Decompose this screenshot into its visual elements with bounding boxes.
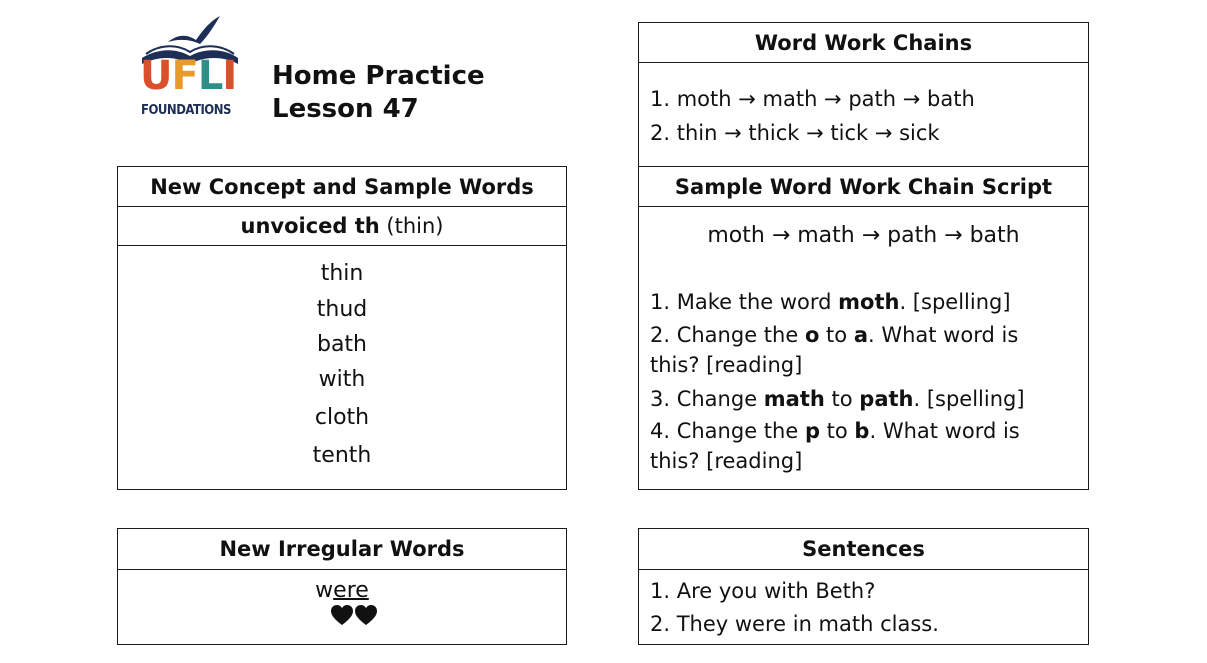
step-word: path (859, 387, 914, 411)
logo-letter-i: I (222, 53, 237, 99)
step-text: 4. Change the (650, 419, 805, 443)
step-text: to (824, 387, 860, 411)
script-step (650, 322, 1018, 348)
sample-word: with (318, 367, 366, 392)
logo-letter-u: U (140, 53, 172, 99)
chain-script-box (638, 166, 1089, 490)
title-line-1: Home Practice (272, 61, 485, 91)
irregular-words-heading: New Irregular Words (118, 529, 566, 570)
chain-item: 1. moth → math → path → bath (650, 87, 975, 111)
page-title (272, 60, 485, 126)
step-letter: p (804, 419, 820, 443)
sentence-item: 2. They were in math class. (650, 612, 939, 636)
heart-icons (330, 604, 378, 626)
irregular-word-regular-part: w (315, 578, 334, 603)
script-step (650, 386, 1025, 412)
script-step-continued (650, 352, 802, 378)
sample-word: thud (316, 297, 368, 322)
irregular-word-tricky-part: ere (333, 578, 369, 603)
step-letter: o (804, 323, 820, 347)
ufli-logo (138, 14, 242, 124)
step-text: 3. Change (650, 387, 764, 411)
irregular-words-box (117, 528, 567, 645)
step-letter: b (854, 419, 870, 443)
step-text: this? [reading] (650, 353, 803, 377)
sample-word: cloth (314, 405, 370, 430)
logo-subtitle: FOUNDATIONS (141, 103, 231, 118)
logo-letter-f: F (171, 53, 198, 99)
step-text: 1. Make the word (650, 290, 839, 314)
step-word: moth (838, 290, 900, 314)
logo-letters (140, 54, 236, 98)
step-text: this? [reading] (650, 449, 803, 473)
step-text: . [spelling] (913, 387, 1025, 411)
step-letter: a (853, 323, 868, 347)
concept-name: unvoiced th (240, 214, 380, 238)
script-step (650, 418, 1020, 444)
step-word: math (763, 387, 825, 411)
chain-script-heading: Sample Word Work Chain Script (639, 167, 1088, 207)
step-text: . [spelling] (899, 290, 1011, 314)
chain-item: 2. thin → thick → tick → sick (650, 121, 940, 145)
step-text: to (819, 323, 854, 347)
sentences-box (638, 528, 1089, 645)
script-chain: moth → math → path → bath (707, 223, 1020, 248)
step-text: to (819, 419, 855, 443)
concept-subheading (118, 207, 566, 246)
script-step (650, 289, 1011, 315)
sample-word: thin (320, 261, 364, 286)
step-text: 2. Change the (650, 323, 805, 347)
logo-letter-l: L (197, 53, 223, 99)
title-line-2: Lesson 47 (272, 94, 419, 124)
concept-example: (thin) (379, 214, 444, 238)
sentence-item: 1. Are you with Beth? (650, 579, 876, 603)
step-text: . What word is (869, 419, 1020, 443)
script-step-continued (650, 448, 802, 474)
word-work-chains-heading: Word Work Chains (639, 23, 1088, 63)
sample-word: tenth (312, 443, 372, 468)
word-work-chains-box (638, 22, 1089, 167)
heart-icon (355, 605, 377, 625)
new-concept-box (117, 166, 567, 490)
step-text: . What word is (867, 323, 1019, 347)
new-concept-heading: New Concept and Sample Words (118, 167, 566, 207)
heart-icon (331, 605, 353, 625)
sample-word: bath (316, 332, 367, 357)
irregular-word (118, 578, 566, 603)
sentences-heading: Sentences (639, 529, 1088, 570)
